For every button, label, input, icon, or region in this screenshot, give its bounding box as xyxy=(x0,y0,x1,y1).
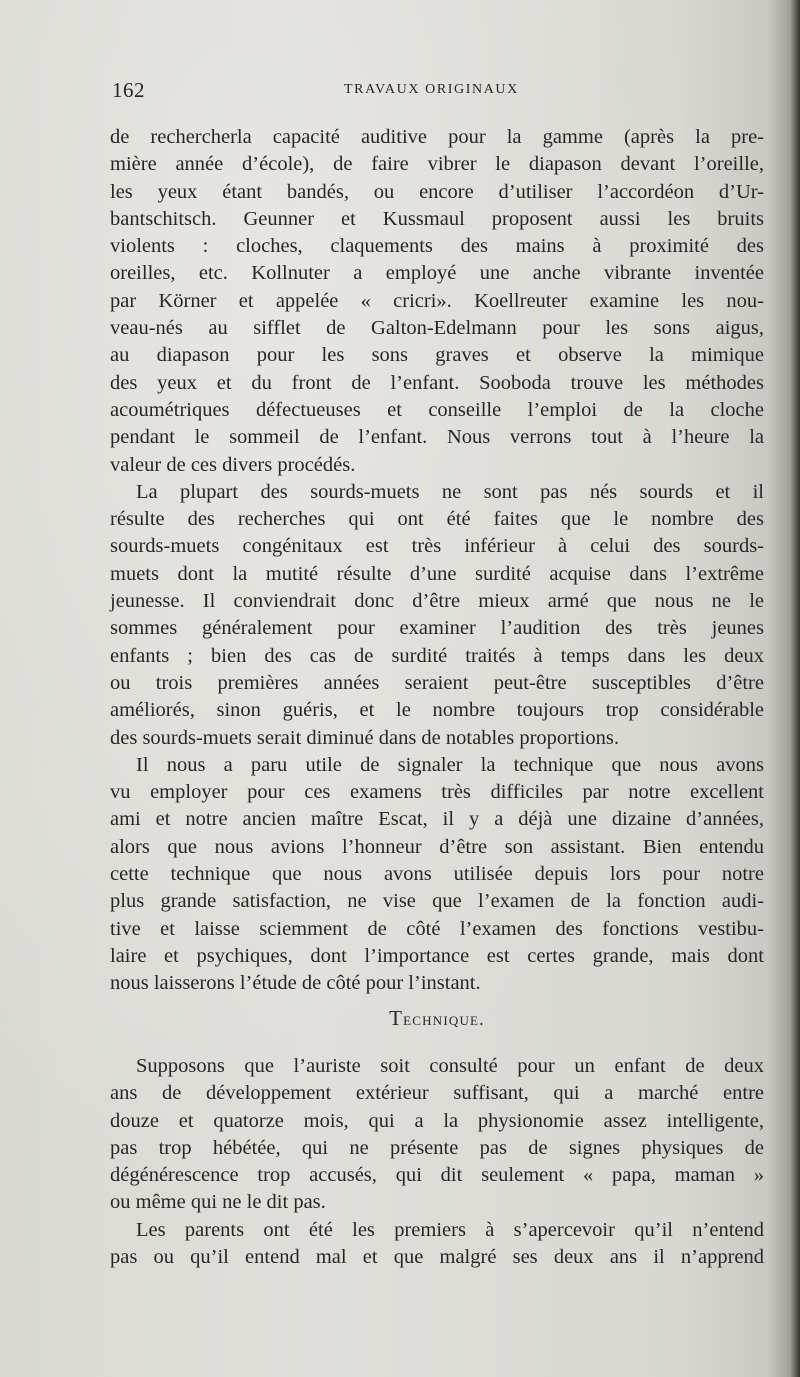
text-line: La plupart des sourds-muets ne sont pas nés sourds et il xyxy=(136,480,764,503)
text-line: violents : cloches, claquements des mains à proximité des xyxy=(110,235,764,258)
text-line: tive et laisse sciemment de côté l’examen des fonctions vestibu- xyxy=(110,917,764,940)
text-line: Il nous a paru utile de signaler la technique que nous avons xyxy=(136,753,764,776)
text-line: ami et notre ancien maître Escat, il y a déjà une dizaine d’années, xyxy=(110,808,764,831)
text-line: améliorés, sinon guéris, et le nombre toujours trop considérable xyxy=(110,699,764,722)
text-line: des yeux et du front de l’enfant. Sooboda trouve les méthodes xyxy=(110,371,764,394)
text-line: dégénérescence trop accusés, qui dit seulement « papa, maman » xyxy=(110,1164,764,1187)
body-text-top xyxy=(110,124,764,998)
text-line: vu employer pour ces examens très difficiles par notre excellent xyxy=(110,781,764,804)
text-line: ou même qui ne le dit pas. xyxy=(110,1191,326,1214)
text-line: par Körner et appelée « cricri». Koellreuter examine les nou- xyxy=(110,289,764,312)
text-line: jeunesse. Il conviendrait donc d’être mieux armé que nous ne le xyxy=(110,590,764,613)
text-line: Supposons que l’auriste soit consulté pour un enfant de deux xyxy=(136,1055,764,1077)
text-line: sommes généralement pour examiner l’audition des très jeunes xyxy=(110,617,764,640)
text-line: alors que nous avions l’honneur d’être son assistant. Bien entendu xyxy=(110,835,764,858)
running-head: TRAVAUX ORIGINAUX xyxy=(344,82,519,97)
text-line: plus grande satisfaction, ne vise que l’examen de la fonction audi- xyxy=(110,890,764,913)
text-line: cette technique que nous avons utilisée depuis lors pour notre xyxy=(110,863,764,886)
page-edge-shadow xyxy=(790,0,800,1377)
text-line: enfants ; bien des cas de surdité traités à temps dans les deux xyxy=(110,644,764,667)
text-line: veau-nés au sifflet de Galton-Edelmann pour les sons aigus, xyxy=(110,317,764,340)
text-line: nous laisserons l’étude de côté pour l’instant. xyxy=(110,972,481,995)
text-line: bantschitsch. Geunner et Kussmaul proposent aussi les bruits xyxy=(110,207,764,230)
text-line: muets dont la mutité résulte d’une surdité acquise dans l’extrême xyxy=(110,562,764,585)
text-line: de rechercherla capacité auditive pour la gamme (après la pre- xyxy=(110,126,764,148)
text-line: acoumétriques défectueuses et conseille l’emploi de la cloche xyxy=(110,398,764,421)
section-heading-rest: echnique. xyxy=(403,1009,485,1029)
page-number: 162 xyxy=(112,78,145,102)
text-line: oreilles, etc. Kollnuter a employé une anche vibrante inventée xyxy=(110,262,764,285)
text-line: pas ou qu’il entend mal et que malgré ses deux ans il n’apprend xyxy=(110,1246,764,1269)
section-heading-initial: T xyxy=(389,1006,404,1030)
text-line: Les parents ont été les premiers à s’apercevoir qu’il n’entend xyxy=(136,1218,764,1241)
text-line: ans de développement extérieur suffisant, qui a marché entre xyxy=(110,1082,764,1105)
text-line: valeur de ces divers procédés. xyxy=(110,453,356,476)
text-line: des sourds-muets serait diminué dans de notables proportions. xyxy=(110,726,619,749)
text-line: pas trop hébétée, qui ne présente pas de signes physiques de xyxy=(110,1136,764,1159)
text-line: les yeux étant bandés, ou encore d’utiliser l’accordéon d’Ur- xyxy=(110,180,764,203)
text-line: pendant le sommeil de l’enfant. Nous verrons tout à l’heure la xyxy=(110,426,764,449)
page-header xyxy=(112,78,762,102)
text-line: au diapason pour les sons graves et observe la mimique xyxy=(110,344,764,367)
text-line: mière année d’école), de faire vibrer le diapason devant l’oreille, xyxy=(110,153,764,176)
text-line: laire et psychiques, dont l’importance est certes grande, mais dont xyxy=(110,944,764,967)
text-line: douze et quatorze mois, qui a la physionomie assez intelligente, xyxy=(110,1109,764,1132)
section-heading xyxy=(110,1006,764,1031)
body-text-bottom xyxy=(110,1053,764,1271)
text-line: ou trois premières années seraient peut-être susceptibles d’être xyxy=(110,671,764,694)
text-line: résulte des recherches qui ont été faites que le nombre des xyxy=(110,508,764,531)
text-line: sourds-muets congénitaux est très inférieur à celui des sourds- xyxy=(110,535,764,558)
